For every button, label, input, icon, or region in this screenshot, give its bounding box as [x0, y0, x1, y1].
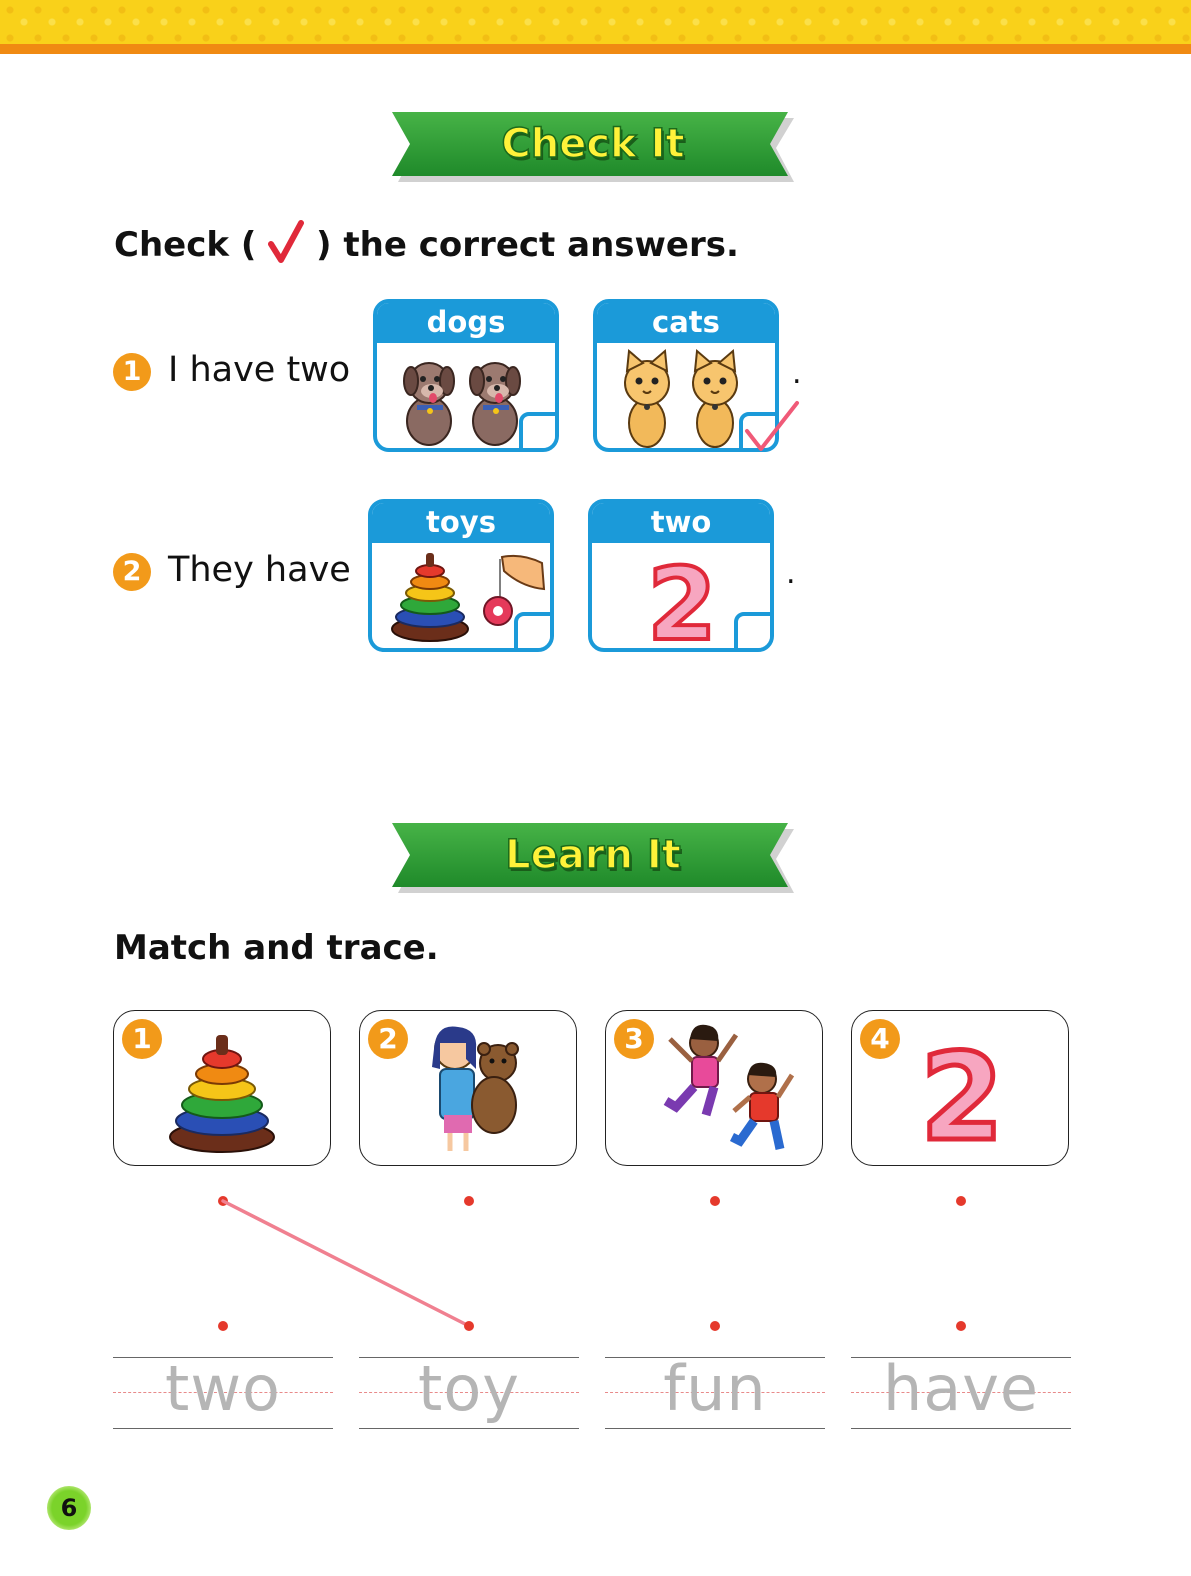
trace-line-toy[interactable]: [359, 1352, 579, 1429]
word-1-dot[interactable]: [218, 1321, 228, 1331]
trace-line-two[interactable]: [113, 1352, 333, 1429]
question-1-period: .: [792, 356, 802, 391]
svg-text:2: 2: [920, 1029, 1004, 1159]
card-number: 4: [860, 1019, 900, 1059]
question-2-text: They have: [168, 550, 351, 590]
question-2-period: .: [786, 556, 796, 591]
option-label: dogs: [377, 303, 555, 343]
card-2-dot[interactable]: [464, 1196, 474, 1206]
word-3-dot[interactable]: [710, 1321, 720, 1331]
trace-word: toy: [418, 1352, 520, 1425]
stacking-rings-icon: [164, 1019, 324, 1159]
trace-word: fun: [663, 1352, 767, 1425]
option-label: cats: [597, 303, 775, 343]
banner-title: Learn It: [505, 832, 681, 878]
toys-checkbox[interactable]: [514, 612, 554, 652]
trace-line-have[interactable]: [851, 1352, 1071, 1429]
option-label: two: [592, 503, 770, 543]
card-number: 2: [368, 1019, 408, 1059]
number-two-icon: [902, 1019, 1062, 1159]
card-number: 1: [122, 1019, 162, 1059]
top-decorative-band: [0, 0, 1191, 46]
option-two[interactable]: [588, 499, 774, 652]
card-number: 3: [614, 1019, 654, 1059]
svg-text:2: 2: [647, 546, 717, 651]
question-2-number: 2: [113, 553, 151, 591]
check-mark-icon: [268, 220, 304, 273]
word-2-dot[interactable]: [464, 1321, 474, 1331]
trace-word: have: [882, 1352, 1040, 1425]
children-jumping-icon: [656, 1019, 816, 1159]
word-4-dot[interactable]: [956, 1321, 966, 1331]
banner-title: Check It: [501, 121, 685, 167]
top-orange-stripe: [0, 44, 1191, 54]
check-it-banner: [392, 112, 794, 178]
card-4-dot[interactable]: [956, 1196, 966, 1206]
match-instruction: Match and trace.: [114, 928, 439, 968]
card-3-dot[interactable]: [710, 1196, 720, 1206]
girl-with-teddy-bear-icon: [410, 1019, 570, 1159]
question-1-number: 1: [113, 353, 151, 391]
instruction-part-1: Check (: [114, 225, 257, 265]
check-instruction: [114, 220, 739, 273]
two-checkbox[interactable]: [734, 612, 774, 652]
page-number: 6: [47, 1486, 91, 1530]
match-card-4[interactable]: [851, 1010, 1069, 1166]
match-card-3[interactable]: [605, 1010, 823, 1166]
option-cats[interactable]: [593, 299, 779, 452]
answer-check-mark-icon: [743, 399, 803, 455]
trace-word: two: [165, 1352, 281, 1425]
dogs-checkbox[interactable]: [519, 412, 559, 452]
option-toys[interactable]: [368, 499, 554, 652]
match-card-2[interactable]: [359, 1010, 577, 1166]
card-1-dot[interactable]: [218, 1196, 228, 1206]
option-dogs[interactable]: [373, 299, 559, 452]
match-card-1[interactable]: [113, 1010, 331, 1166]
trace-line-fun[interactable]: [605, 1352, 825, 1429]
question-1-text: I have two: [168, 350, 351, 390]
option-label: toys: [372, 503, 550, 543]
learn-it-banner: [392, 823, 794, 889]
instruction-part-2: ) the correct answers.: [316, 225, 739, 265]
